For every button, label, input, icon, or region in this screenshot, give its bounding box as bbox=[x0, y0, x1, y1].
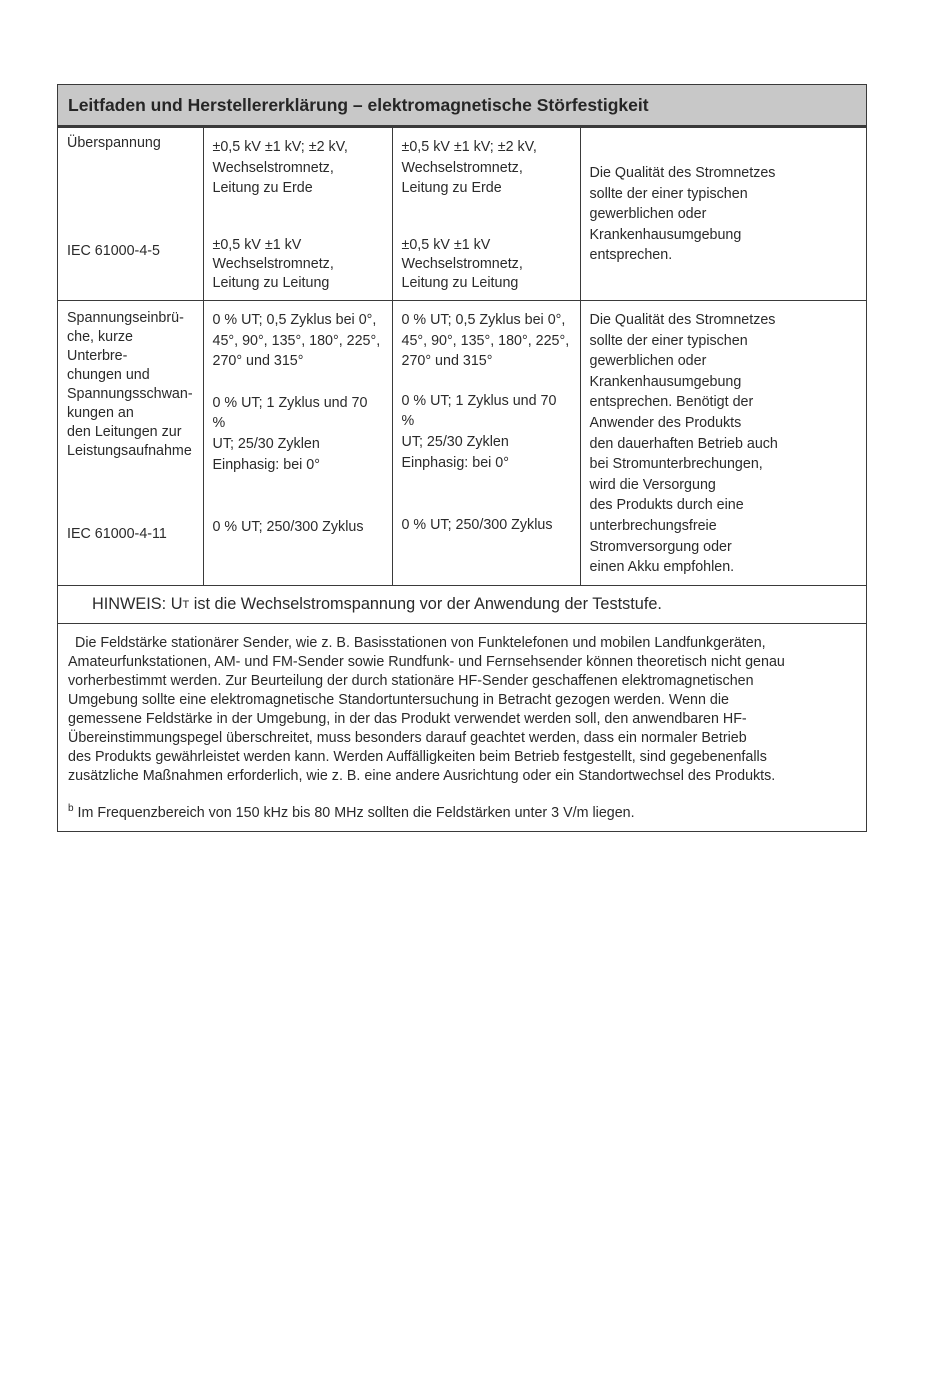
test-cell bbox=[58, 301, 203, 586]
test-level-cell bbox=[203, 301, 392, 586]
compliance-level-cell bbox=[392, 128, 580, 301]
compliance-level-block: 0 % UT; 0,5 Zyklus bei 0°, 45°, 90°, 135°, 180°, 225°, 270° und 315° bbox=[401, 312, 570, 370]
compliance-level-block: 0 % UT; 1 Zyklus und 70 % UT; 25/30 Zyklen Einphasig: bei 0° bbox=[401, 392, 557, 471]
table-row bbox=[58, 128, 866, 301]
test-level-block: 0 % UT; 250/300 Zyklus bbox=[212, 519, 364, 536]
footnote-a: Die Feldstärke stationärer Sender, wie z. B. Basisstationen von Funktelefonen und mobilen Landfunkgeräten, Amateurfunkstationen, AM- und FM-Sender sowie Rundfunk- und Fernsehsender können theoretisch nicht genau vorherbestimmt werden. Zur Beurteilung der durch stationäre HF-Sender geschaffenen elektromagnetischen Umgebung sollte eine elektromagnetische Standortuntersuchung in Betracht gezogen werden. Wenn die gemessene Feldstärke in der Umgebung, in der das Produkt verwendet werden soll, den anwendbaren HF- Übereinstimmungspegel überschreitet, muss besonders darauf geachtet werden, dass ein normaler Betrieb des Produkts gewährleistet werden kann. Werden Auffälligkeiten beim Betrieb festgestellt, sind gegebenenfalls zusätzliche Maßnahmen erforderlich, wie z. B. eine andere Ausrichtung oder ein Standortwechsel des Produkts. bbox=[68, 635, 785, 784]
test-name: Überspannung bbox=[67, 135, 161, 151]
note-subscript: T bbox=[182, 598, 190, 611]
guidance-text: Die Qualität des Stromnetzes sollte der einer typischen gewerblichen oder Krankenhausumgebung entsprechen. bbox=[589, 165, 776, 264]
immunity-table bbox=[57, 84, 867, 832]
compliance-level-cell bbox=[392, 301, 580, 586]
note-suffix: ist die Wechselstromspannung vor der Anwendung der Teststufe. bbox=[189, 595, 662, 613]
table-title: Leitfaden und Herstellererklärung – elektromagnetische Störfestigkeit bbox=[58, 85, 866, 128]
guidance-cell bbox=[580, 128, 866, 301]
test-level-block: 0 % UT; 0,5 Zyklus bei 0°, 45°, 90°, 135°, 180°, 225°, 270° und 315° bbox=[212, 312, 381, 370]
compliance-level-block: ±0,5 kV ±1 kV Wechselstromnetz, Leitung zu Leitung bbox=[401, 236, 523, 291]
compliance-level-block: 0 % UT; 250/300 Zyklus bbox=[401, 517, 553, 534]
compliance-level-block: ±0,5 kV ±1 kV; ±2 kV, Wechselstromnetz, Leitung zu Erde bbox=[401, 139, 537, 197]
footnotes bbox=[58, 624, 866, 831]
table-row bbox=[58, 301, 866, 586]
test-standard: IEC 61000-4-11 bbox=[67, 526, 167, 542]
test-level-block: ±0,5 kV ±1 kV Wechselstromnetz, Leitung zu Leitung bbox=[212, 236, 334, 291]
note-prefix: HINWEIS: U bbox=[92, 595, 183, 613]
footnote-b bbox=[68, 799, 857, 823]
footnote-b-text: Im Frequenzbereich von 150 kHz bis 80 MHz sollten die Feldstärken unter 3 V/m liegen. bbox=[73, 804, 635, 821]
guidance-cell bbox=[580, 301, 866, 586]
table-body bbox=[58, 128, 866, 586]
note bbox=[58, 586, 866, 624]
footnote-b-marker: b bbox=[68, 803, 74, 814]
guidance-text: Die Qualität des Stromnetzes sollte der einer typischen gewerblichen oder Krankenhausumgebung entsprechen. Benötigt der Anwender des Produkts den dauerhaften Betrieb auch bei Stromunterbrechungen, wird die Versorgung des Produkts durch eine unterbrechungsfreie Stromversorgung oder einen Akku empfohlen. bbox=[589, 312, 778, 576]
test-level-block: ±0,5 kV ±1 kV; ±2 kV, Wechselstromnetz, Leitung zu Erde bbox=[212, 139, 348, 197]
test-name: Spannungseinbrü- che, kurze Unterbre- chungen und Spannungsschwan- kungen an den Leitungen zur Leistungsaufnahme bbox=[67, 310, 193, 459]
test-level-cell bbox=[203, 128, 392, 301]
test-cell bbox=[58, 128, 203, 301]
test-standard: IEC 61000-4-5 bbox=[67, 242, 160, 259]
test-level-block: 0 % UT; 1 Zyklus und 70 % UT; 25/30 Zyklen Einphasig: bei 0° bbox=[212, 394, 368, 473]
